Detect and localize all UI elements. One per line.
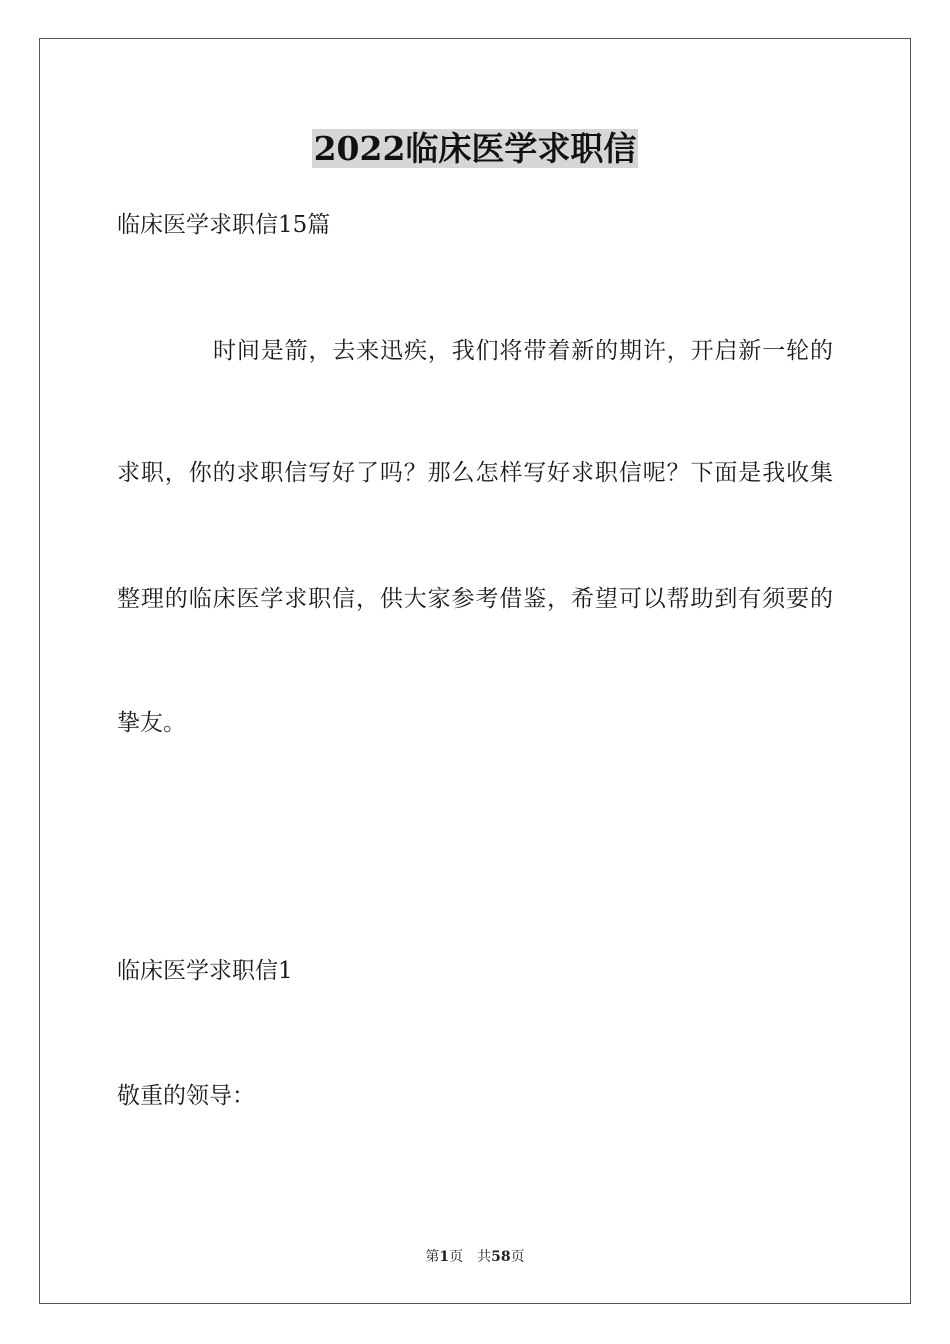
salutation: 敬重的领导： (117, 1083, 255, 1109)
page-footer (0, 1248, 950, 1266)
document-title (0, 128, 950, 170)
intro-line-3: 整理的临床医学求职信，供大家参考借鉴，希望可以帮助到有须要的 (117, 586, 833, 612)
intro-line-4: 挚友。 (117, 710, 186, 736)
section-heading: 临床医学求职信1 (117, 958, 293, 984)
footer-page-number: 1 (439, 1249, 450, 1265)
intro-line-2: 求职，你的求职信写好了吗？那么怎样写好求职信呢？下面是我收集 (117, 460, 833, 486)
footer-total-pages: 58 (491, 1249, 511, 1265)
footer-page-suffix: 页 (449, 1249, 464, 1265)
footer-total-prefix: 共 (477, 1249, 492, 1265)
footer-page-prefix: 第 (425, 1249, 440, 1265)
document-subtitle: 临床医学求职信15篇 (117, 212, 331, 238)
document-title-text: 2022临床医学求职信 (313, 129, 637, 168)
intro-line-1: 时间是箭，去来迅疾，我们将带着新的期许，开启新一轮的 (213, 338, 833, 364)
footer-total-suffix: 页 (510, 1249, 525, 1265)
